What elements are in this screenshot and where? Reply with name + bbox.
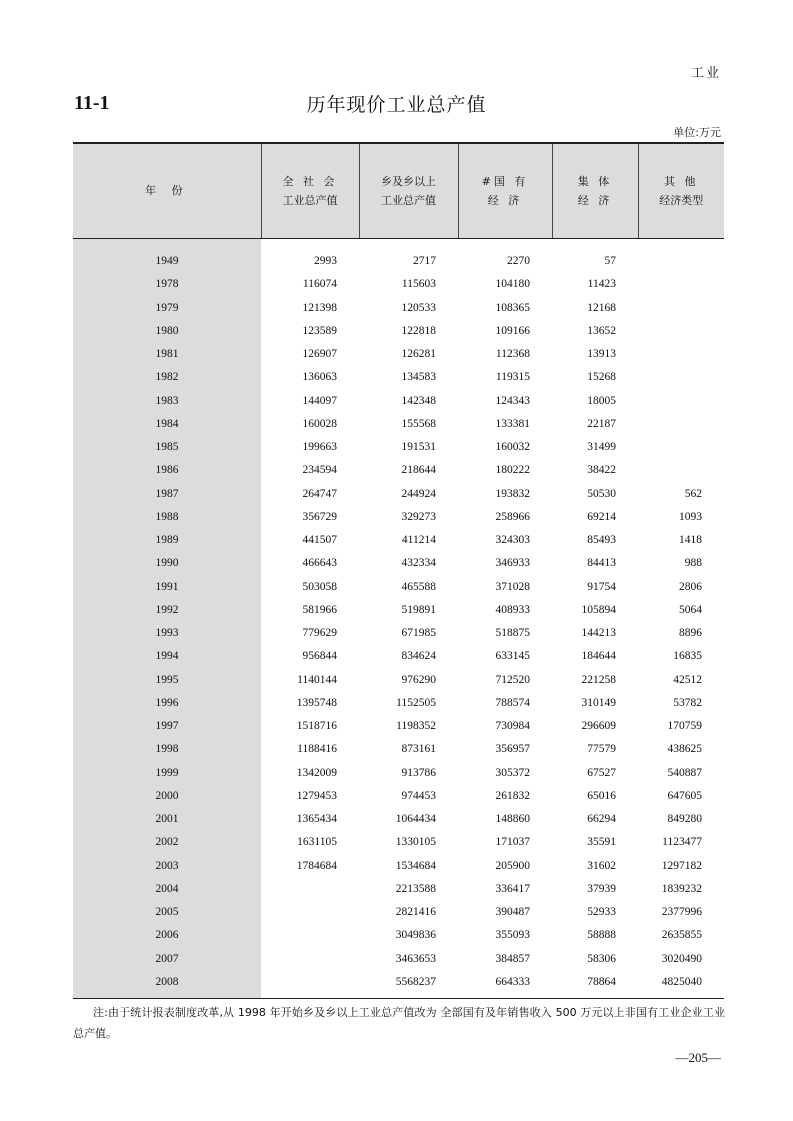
cell-collective: 77579 (587, 743, 616, 756)
table-row (73, 366, 724, 389)
cell-township: 2717 (413, 255, 436, 268)
cell-other: 540887 (667, 766, 702, 779)
table-row (73, 505, 724, 528)
column-header-collective: 集 体 经 济 (552, 143, 638, 238)
cell-other: 53782 (673, 696, 702, 709)
cell-other: 1123477 (662, 836, 702, 849)
table-row (73, 319, 724, 342)
table-row (73, 482, 724, 505)
cell-total: 503058 (302, 580, 337, 593)
cell-year: 2006 (73, 924, 261, 947)
cell-township: 1152505 (396, 696, 436, 709)
cell-year: 1979 (73, 296, 261, 319)
cell-year: 1988 (73, 505, 261, 528)
cell-collective: 105894 (581, 603, 616, 616)
cell-year: 1949 (73, 250, 261, 273)
cell-year: 1986 (73, 459, 261, 482)
cell-state: 171037 (495, 836, 530, 849)
table-row (73, 877, 724, 900)
cell-total (261, 901, 359, 924)
cell-state: 408933 (495, 603, 530, 616)
cell-state: 205900 (495, 859, 530, 872)
table-row (73, 436, 724, 459)
cell-other: 3020490 (661, 952, 702, 965)
cell-year: 1981 (73, 343, 261, 366)
cell-total (261, 970, 359, 993)
cell-state: 133381 (495, 417, 530, 430)
cell-state: 258966 (495, 510, 530, 523)
table-row (73, 831, 724, 854)
cell-other (638, 412, 724, 435)
cell-total: 199663 (302, 441, 337, 454)
table-bottom-rule (73, 994, 724, 999)
cell-state: 119315 (495, 371, 530, 384)
cell-year: 1991 (73, 575, 261, 598)
cell-total: 1279453 (296, 789, 337, 802)
cell-collective: 78864 (587, 975, 616, 988)
cell-collective: 15268 (587, 371, 616, 384)
cell-collective: 58306 (587, 952, 616, 965)
cell-township: 3463653 (395, 952, 436, 965)
cell-state: 108365 (495, 301, 530, 314)
cell-total: 1140144 (297, 673, 337, 686)
cell-state: 712520 (495, 673, 530, 686)
cell-other (638, 273, 724, 296)
cell-township: 1198352 (396, 720, 436, 733)
column-header-township: 乡及乡以上 工业总产值 (359, 143, 458, 238)
table-row (73, 854, 724, 877)
cell-total: 136063 (302, 371, 337, 384)
cell-total: 160028 (302, 417, 337, 430)
cell-township: 834624 (401, 650, 436, 663)
table-row (73, 389, 724, 412)
cell-township: 1330105 (395, 836, 436, 849)
cell-township: 142348 (401, 394, 436, 407)
cell-other: 170759 (667, 720, 702, 733)
cell-total: 123589 (302, 324, 337, 337)
cell-state: 384857 (495, 952, 530, 965)
cell-year: 1983 (73, 389, 261, 412)
cell-collective: 18005 (587, 394, 616, 407)
cell-year: 1993 (73, 622, 261, 645)
table-row (73, 412, 724, 435)
cell-year: 1989 (73, 529, 261, 552)
cell-state: 664333 (495, 975, 530, 988)
cell-other: 2635855 (661, 929, 702, 942)
cell-collective: 38422 (587, 464, 616, 477)
cell-other (638, 296, 724, 319)
cell-other (638, 366, 724, 389)
table-row (73, 947, 724, 970)
table-row (73, 715, 724, 738)
cell-total: 1365434 (296, 813, 337, 826)
cell-total: 1395748 (296, 696, 337, 709)
cell-year: 2000 (73, 784, 261, 807)
cell-township: 1064434 (395, 813, 436, 826)
table-row (73, 668, 724, 691)
cell-township: 218644 (401, 464, 436, 477)
table-row (73, 901, 724, 924)
cell-total: 1342009 (296, 766, 337, 779)
table-spacer-row (73, 238, 724, 250)
cell-state: 518875 (495, 627, 530, 640)
cell-state: 371028 (495, 580, 530, 593)
cell-collective: 184644 (581, 650, 616, 663)
cell-township: 120533 (401, 301, 436, 314)
cell-collective: 69214 (587, 510, 616, 523)
cell-collective: 310149 (581, 696, 616, 709)
cell-township: 122818 (401, 324, 436, 337)
cell-state: 324303 (495, 534, 530, 547)
table-row (73, 459, 724, 482)
cell-collective: 85493 (587, 534, 616, 547)
cell-collective: 31499 (587, 441, 616, 454)
cell-township: 134583 (401, 371, 436, 384)
cell-year: 1987 (73, 482, 261, 505)
table-row (73, 924, 724, 947)
unit-label: 单位:万元 (673, 126, 721, 139)
cell-total: 1631105 (297, 836, 337, 849)
cell-state: 148860 (495, 813, 530, 826)
section-label: 工业 (690, 66, 721, 81)
cell-township: 411214 (401, 534, 436, 547)
cell-township: 1534684 (395, 859, 436, 872)
cell-collective: 66294 (587, 813, 616, 826)
cell-total: 441507 (302, 534, 337, 547)
cell-township: 3049836 (395, 929, 436, 942)
cell-year: 2002 (73, 831, 261, 854)
cell-other (638, 250, 724, 273)
cell-other (638, 436, 724, 459)
cell-collective: 11423 (587, 278, 616, 291)
cell-collective: 144213 (581, 627, 616, 640)
table-row (73, 343, 724, 366)
cell-state: 356957 (495, 743, 530, 756)
cell-township: 432334 (401, 557, 436, 570)
table-row (73, 552, 724, 575)
table-row (73, 691, 724, 714)
cell-total: 1188416 (297, 743, 337, 756)
cell-township: 2821416 (395, 906, 436, 919)
cell-state: 730984 (495, 720, 530, 733)
cell-other: 1839232 (661, 882, 702, 895)
cell-state: 109166 (495, 324, 530, 337)
cell-other (638, 389, 724, 412)
cell-state: 180222 (495, 464, 530, 477)
cell-total: 126907 (302, 348, 337, 361)
cell-state: 633145 (495, 650, 530, 663)
cell-collective: 65016 (587, 789, 616, 802)
cell-other: 5064 (679, 603, 702, 616)
cell-total: 116074 (302, 278, 337, 291)
cell-other: 2377996 (661, 906, 702, 919)
cell-township: 2213588 (395, 882, 436, 895)
cell-collective: 84413 (587, 557, 616, 570)
cell-collective: 221258 (581, 673, 616, 686)
cell-other: 647605 (667, 789, 702, 802)
cell-year: 1982 (73, 366, 261, 389)
cell-state: 305372 (495, 766, 530, 779)
table-row (73, 250, 724, 273)
cell-township: 191531 (401, 441, 436, 454)
cell-year: 1980 (73, 319, 261, 342)
cell-year: 2005 (73, 901, 261, 924)
cell-township: 976290 (401, 673, 436, 686)
cell-total: 1518716 (296, 720, 337, 733)
cell-collective: 22187 (587, 417, 616, 430)
cell-year: 2003 (73, 854, 261, 877)
cell-other (638, 319, 724, 342)
cell-year: 1992 (73, 598, 261, 621)
cell-state: 355093 (495, 929, 530, 942)
cell-collective: 35591 (587, 836, 616, 849)
table-row (73, 970, 724, 993)
cell-year: 1999 (73, 761, 261, 784)
column-header-other: 其 他 经济类型 (638, 143, 724, 238)
cell-total (261, 924, 359, 947)
cell-state: 124343 (495, 394, 530, 407)
page-number: —205— (675, 1050, 721, 1065)
cell-other: 4825040 (661, 975, 702, 988)
cell-collective: 57 (604, 255, 616, 268)
cell-other: 562 (684, 487, 702, 500)
cell-year: 1996 (73, 691, 261, 714)
cell-other: 1297182 (661, 859, 702, 872)
column-header-year: 年 份 (73, 143, 261, 238)
cell-other (638, 343, 724, 366)
cell-total (261, 947, 359, 970)
cell-year: 1995 (73, 668, 261, 691)
cell-other: 42512 (673, 673, 702, 686)
cell-collective: 58888 (587, 929, 616, 942)
cell-total: 1784684 (296, 859, 337, 872)
cell-total: 234594 (302, 464, 337, 477)
table-row (73, 273, 724, 296)
cell-township: 244924 (401, 487, 436, 500)
cell-total: 264747 (302, 487, 337, 500)
cell-total: 2993 (314, 255, 337, 268)
table-row (73, 296, 724, 319)
table-row (73, 761, 724, 784)
cell-state: 788574 (495, 696, 530, 709)
table-row (73, 529, 724, 552)
cell-year: 2007 (73, 947, 261, 970)
table-row (73, 598, 724, 621)
cell-township: 873161 (401, 743, 436, 756)
cell-year: 2008 (73, 970, 261, 993)
cell-collective: 13913 (587, 348, 616, 361)
cell-year: 1997 (73, 715, 261, 738)
cell-year: 2001 (73, 808, 261, 831)
cell-state: 160032 (495, 441, 530, 454)
cell-year: 1990 (73, 552, 261, 575)
footnote: 注:由于统计报表制度改革,从 1998 年开始乡及乡以上工业总产值改为 全部国有及年销售收入 500 万元以上非国有工业企业工业总产值。 (73, 1006, 725, 1040)
cell-total: 466643 (302, 557, 337, 570)
cell-collective: 52933 (587, 906, 616, 919)
cell-year: 1978 (73, 273, 261, 296)
cell-total: 144097 (302, 394, 337, 407)
cell-township: 155568 (401, 417, 436, 430)
cell-township: 126281 (401, 348, 436, 361)
cell-collective: 37939 (587, 882, 616, 895)
cell-state: 2270 (507, 255, 530, 268)
cell-total (261, 877, 359, 900)
cell-year: 2004 (73, 877, 261, 900)
cell-other: 849280 (667, 813, 702, 826)
cell-collective: 91754 (587, 580, 616, 593)
cell-other: 1418 (679, 534, 702, 547)
cell-state: 261832 (495, 789, 530, 802)
cell-other: 1093 (679, 510, 702, 523)
cell-township: 519891 (401, 603, 436, 616)
cell-state: 104180 (495, 278, 530, 291)
table-row (73, 808, 724, 831)
cell-state: 390487 (495, 906, 530, 919)
cell-state: 336417 (495, 882, 530, 895)
table-number: 11-1 (74, 92, 110, 114)
cell-year: 1994 (73, 645, 261, 668)
cell-other: 988 (684, 557, 702, 570)
cell-year: 1984 (73, 412, 261, 435)
cell-other: 438625 (667, 743, 702, 756)
cell-other: 2806 (679, 580, 702, 593)
column-header-state: #国 有 经 济 (458, 143, 552, 238)
cell-other: 16835 (673, 650, 702, 663)
cell-township: 465588 (401, 580, 436, 593)
cell-township: 671985 (401, 627, 436, 640)
table-row (73, 622, 724, 645)
cell-state: 193832 (495, 487, 530, 500)
cell-year: 1985 (73, 436, 261, 459)
cell-year: 1998 (73, 738, 261, 761)
table-row (73, 784, 724, 807)
table-header-row (73, 143, 724, 238)
table-row (73, 575, 724, 598)
cell-collective: 296609 (581, 720, 616, 733)
cell-collective: 50530 (587, 487, 616, 500)
cell-township: 115603 (401, 278, 436, 291)
table-row (73, 645, 724, 668)
cell-collective: 67527 (587, 766, 616, 779)
cell-township: 913786 (401, 766, 436, 779)
cell-state: 346933 (495, 557, 530, 570)
cell-collective: 12168 (587, 301, 616, 314)
page-title: 历年现价工业总产值 (306, 94, 487, 116)
cell-total: 356729 (302, 510, 337, 523)
cell-total: 779629 (302, 627, 337, 640)
cell-collective: 13652 (587, 324, 616, 337)
cell-other (638, 459, 724, 482)
cell-township: 329273 (401, 510, 436, 523)
industrial-output-table (73, 142, 724, 999)
cell-total: 121398 (302, 301, 337, 314)
cell-total: 956844 (302, 650, 337, 663)
table-row (73, 738, 724, 761)
column-header-total: 全 社 会 工业总产值 (261, 143, 359, 238)
cell-other: 8896 (679, 627, 702, 640)
cell-township: 5568237 (395, 975, 436, 988)
cell-township: 974453 (401, 789, 436, 802)
cell-state: 112368 (495, 348, 530, 361)
cell-total: 581966 (302, 603, 337, 616)
cell-collective: 31602 (587, 859, 616, 872)
